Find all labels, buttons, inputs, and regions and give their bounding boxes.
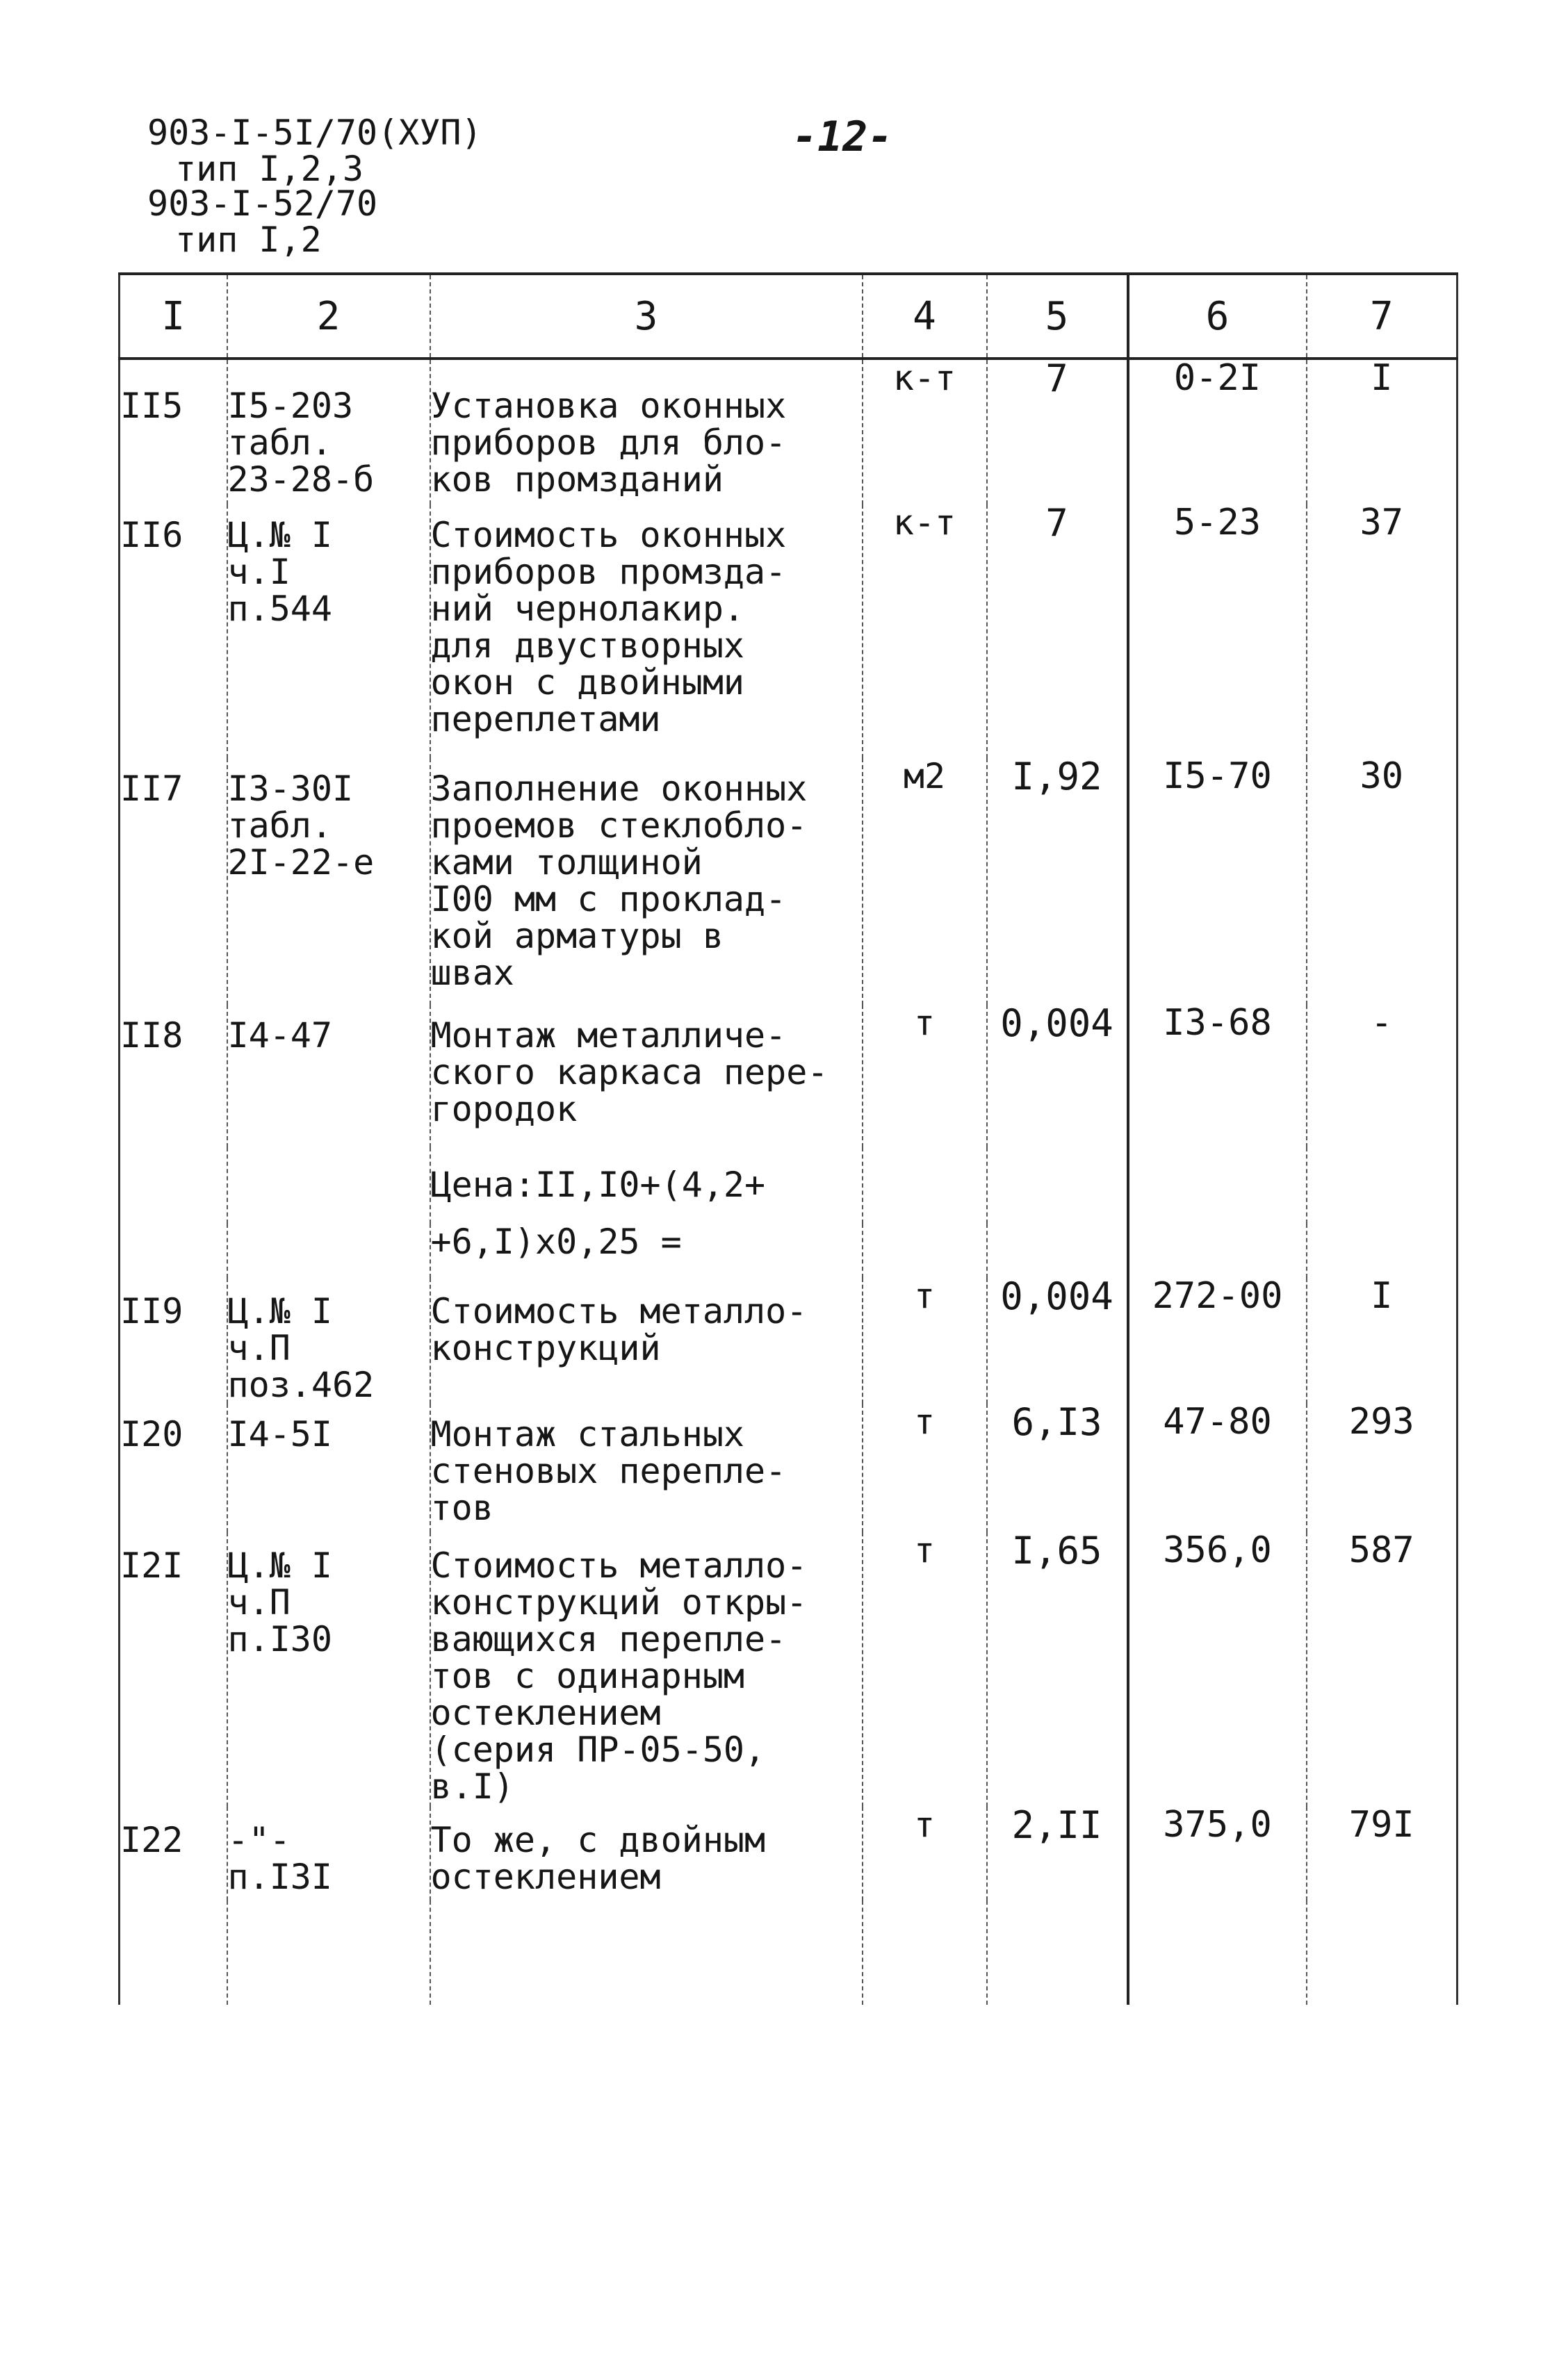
- cell-quantity: [987, 356, 1128, 504]
- cell-unit: [863, 1404, 987, 1532]
- cell-description: [430, 1224, 863, 1278]
- cell-reference: [227, 504, 430, 758]
- cell-quantity: [987, 1224, 1128, 1278]
- empty-cell: [120, 1901, 227, 2005]
- cell-unit-price: [1128, 755, 1307, 1005]
- reference-text: I3-30I табл. 2I-22-е: [227, 769, 375, 883]
- cell-unit: [863, 1147, 987, 1224]
- cell-cost: [1307, 1401, 1458, 1532]
- cell-cost: [1307, 1275, 1458, 1404]
- document-code-1: 903-I-5I/70(XУП): [147, 113, 482, 153]
- cell-item-number: [120, 1005, 227, 1147]
- cell-description: [430, 1532, 863, 1807]
- cell-unit-price: [1128, 1147, 1307, 1224]
- cell-description: [430, 1278, 863, 1404]
- unit-text: м2: [903, 756, 946, 796]
- empty-cell: [227, 1901, 430, 2005]
- table-row: [120, 1224, 1458, 1278]
- cost-text: I: [1371, 357, 1393, 399]
- cell-cost: [1307, 755, 1458, 1005]
- cell-unit-price: [1128, 1224, 1307, 1278]
- reference-text: I5-203 табл. 23-28-б: [227, 386, 375, 500]
- description-text: То же, с двойным остеклением: [430, 1820, 766, 1897]
- cell-quantity: [987, 501, 1128, 758]
- cell-description: [430, 359, 863, 504]
- cost-text: 30: [1360, 755, 1404, 797]
- empty-cell: [987, 1901, 1128, 2005]
- cost-text: 37: [1360, 502, 1404, 543]
- item-number-text: I2I: [120, 1545, 183, 1586]
- quantity-text: I,65: [1011, 1529, 1102, 1573]
- cell-description: [430, 758, 863, 1005]
- cost-text: 293: [1348, 1401, 1414, 1443]
- quantity-text: I,92: [1011, 755, 1102, 798]
- quantity-text: 0,004: [1000, 1001, 1113, 1045]
- page-number: -12-: [792, 113, 893, 161]
- description-text: Стоимость оконных приборов промзда- ний чернолакир. для двустворных окон с двойными переплетами: [430, 515, 787, 739]
- cell-description: [430, 1807, 863, 1901]
- cell-description: [430, 1404, 863, 1532]
- cell-item-number: [120, 1807, 227, 1901]
- unit-text: т: [913, 1402, 936, 1442]
- cell-item-number: [120, 1532, 227, 1807]
- cell-unit: [863, 1005, 987, 1147]
- cost-text: -: [1371, 1002, 1393, 1044]
- document-type-2: тип I,2: [175, 220, 322, 260]
- cell-reference: [227, 1147, 430, 1224]
- column-header-7: 7: [1307, 274, 1458, 359]
- unit-price-text: I5-70: [1163, 755, 1272, 797]
- cell-cost: [1307, 1224, 1458, 1278]
- unit-text: к-т: [892, 502, 956, 543]
- table-row: [120, 758, 1458, 1005]
- empty-cell: [1128, 1901, 1307, 2005]
- document-code-2: 903-I-52/70: [147, 183, 378, 224]
- unit-price-text: 272-00: [1152, 1275, 1283, 1317]
- cell-unit-price: [1128, 504, 1307, 758]
- cell-reference: [227, 1278, 430, 1404]
- cell-cost: [1307, 359, 1458, 504]
- cell-cost: [1307, 1529, 1458, 1807]
- cell-reference: [227, 359, 430, 504]
- unit-text: т: [913, 1530, 936, 1570]
- table-row: [120, 1404, 1458, 1532]
- cell-reference: [227, 1807, 430, 1901]
- unit-price-text: I3-68: [1163, 1002, 1272, 1044]
- cell-quantity: [987, 755, 1128, 1005]
- quantity-text: 0,004: [1000, 1274, 1113, 1318]
- cell-quantity: [987, 1147, 1128, 1224]
- quantity-text: 7: [1045, 501, 1068, 545]
- description-text: Стоимость металло- конструкций откры- вающихся перепле- тов с одинарным остеклением (серия ПР-05-50, в.I): [430, 1545, 808, 1807]
- table-row: [120, 359, 1458, 504]
- column-header-4: 4: [863, 274, 987, 359]
- cell-cost: [1307, 1002, 1458, 1147]
- empty-cell: [1307, 1901, 1458, 2005]
- description-text: Заполнение оконных проемов стеклобло- ками толщиной I00 мм с проклад- кой арматуры в швах: [430, 769, 808, 993]
- unit-text: к-т: [892, 358, 956, 398]
- description-text: Стоимость металло- конструкций: [430, 1291, 808, 1368]
- item-number-text: II9: [120, 1291, 183, 1331]
- item-number-text: II8: [120, 1015, 183, 1056]
- reference-text: -"- п.I3I: [227, 1820, 333, 1897]
- table-row: [120, 1278, 1458, 1404]
- cell-reference: [227, 1224, 430, 1278]
- cell-description: [430, 1147, 863, 1224]
- empty-cell: [430, 1901, 863, 2005]
- quantity-text: 7: [1045, 356, 1068, 400]
- cell-item-number: [120, 504, 227, 758]
- cell-unit-price: [1128, 1529, 1307, 1807]
- cell-reference: [227, 1005, 430, 1147]
- reference-text: I4-5I: [227, 1414, 333, 1454]
- table-row: [120, 1147, 1458, 1224]
- cell-unit-price: [1128, 1275, 1307, 1404]
- cost-text: 587: [1348, 1529, 1414, 1571]
- cell-unit: [863, 1278, 987, 1404]
- unit-text: т: [913, 1805, 936, 1845]
- column-header-6: 6: [1128, 274, 1307, 359]
- cell-cost: [1307, 1147, 1458, 1224]
- item-number-text: II6: [120, 515, 183, 555]
- table-row: [120, 1532, 1458, 1807]
- column-header-1: I: [120, 274, 227, 359]
- cell-quantity: [987, 1274, 1128, 1404]
- cost-text: 79I: [1348, 1804, 1414, 1846]
- column-header-2: 2: [227, 274, 430, 359]
- unit-text: т: [913, 1276, 936, 1316]
- cell-unit: [863, 359, 987, 504]
- cell-cost: [1307, 1804, 1458, 1901]
- estimate-table: [118, 272, 1458, 2005]
- document-type-1: тип I,2,3: [175, 149, 364, 189]
- cell-quantity: [987, 1001, 1128, 1147]
- empty-cell: [863, 1901, 987, 2005]
- reference-text: Ц.№ I ч.П п.I30: [227, 1545, 333, 1659]
- cell-item-number: [120, 359, 227, 504]
- cell-unit: [863, 1532, 987, 1807]
- description-text: Монтаж стальных стеновых перепле- тов: [430, 1414, 787, 1528]
- quantity-text: 2,II: [1011, 1803, 1102, 1847]
- table-row: [120, 1807, 1458, 1901]
- unit-price-text: 47-80: [1163, 1401, 1272, 1443]
- cell-unit: [863, 504, 987, 758]
- cell-description: [430, 1005, 863, 1147]
- item-number-text: I22: [120, 1820, 183, 1860]
- quantity-text: 6,I3: [1011, 1400, 1102, 1444]
- column-header-5: 5: [987, 274, 1128, 359]
- cell-quantity: [987, 1803, 1128, 1901]
- cost-text: I: [1371, 1275, 1393, 1317]
- item-number-text: II5: [120, 386, 183, 426]
- cell-item-number: [120, 1404, 227, 1532]
- cell-item-number: [120, 1224, 227, 1278]
- unit-price-text: 356,0: [1163, 1529, 1272, 1571]
- cell-quantity: [987, 1529, 1128, 1807]
- table-row: [120, 504, 1458, 758]
- cell-unit-price: [1128, 1804, 1307, 1901]
- cell-cost: [1307, 504, 1458, 758]
- cell-unit-price: [1128, 1401, 1307, 1532]
- cell-quantity: [987, 1400, 1128, 1532]
- reference-text: Ц.№ I ч.П поз.462: [227, 1291, 375, 1405]
- cell-item-number: [120, 1147, 227, 1224]
- description-text: Цена:II,I0+(4,2+: [430, 1165, 766, 1205]
- cell-unit: [863, 758, 987, 1005]
- description-text: Установка оконных приборов для бло- ков промзданий: [430, 386, 787, 500]
- table-row: [120, 1005, 1458, 1147]
- unit-text: т: [913, 1003, 936, 1043]
- column-header-3: 3: [430, 274, 863, 359]
- cell-unit-price: [1128, 359, 1307, 504]
- item-number-text: I20: [120, 1414, 183, 1454]
- cell-reference: [227, 758, 430, 1005]
- cell-item-number: [120, 1278, 227, 1404]
- reference-text: I4-47: [227, 1015, 333, 1056]
- unit-price-text: 375,0: [1163, 1804, 1272, 1846]
- unit-price-text: 5-23: [1173, 502, 1262, 543]
- description-text: Монтаж металличе- ского каркаса пере- городок: [430, 1015, 829, 1129]
- cell-item-number: [120, 758, 227, 1005]
- table-filler-row: [120, 1901, 1458, 2005]
- cell-unit: [863, 1807, 987, 1901]
- reference-text: Ц.№ I ч.I п.544: [227, 515, 333, 629]
- cell-reference: [227, 1532, 430, 1807]
- cell-description: [430, 504, 863, 758]
- table-header-row: [120, 274, 1458, 359]
- unit-price-text: 0-2I: [1173, 357, 1262, 399]
- item-number-text: II7: [120, 769, 183, 809]
- description-text: +6,I)x0,25 =: [430, 1222, 682, 1262]
- cell-unit-price: [1128, 1002, 1307, 1147]
- cell-unit: [863, 1224, 987, 1278]
- cell-reference: [227, 1404, 430, 1532]
